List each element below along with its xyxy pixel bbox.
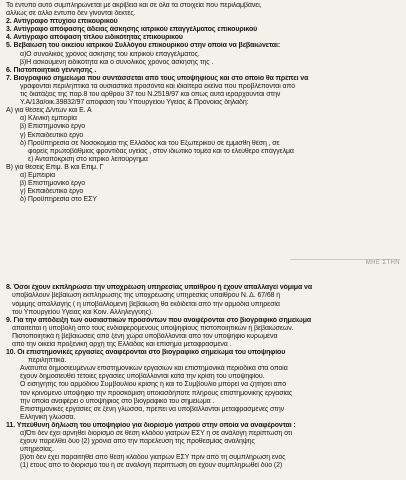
document-line: την οποία αναφέρει ο υποψήφιος στο βιογραφικό του σημείωμα . (20, 397, 215, 405)
document-line: 8. Όσοι έχουν εκπληρώσει την υποχρέωση υπηρεσίας υπαίθρου ή έχουν απαλλαγεί νόμιμα να (6, 284, 313, 292)
document-line: τον κρινόμενο υποψήφιο την προσκόμιση οποιασδήποτε πλήρους επιστημονικής εργασίας (20, 389, 293, 397)
document-line: τις διατάξεις της παρ.8 του άρθρου 37 του Ν.2519/97 και όπως αυτά ιεραρχούνται στην (20, 91, 281, 99)
document-line: Ελληνική γλώσσα. (20, 413, 76, 421)
document-line: α) Εμπειρία (20, 171, 56, 179)
document-line: περιληπτικά. (28, 357, 67, 365)
document-line: γ) Εκπαιδευτικό έργο (20, 188, 84, 196)
document-line: έχουν παρέλθει δύο (2) χρόνια από την παρέλευση της προθεσμίας ανάληψης (20, 438, 255, 446)
document-line: β)Η ασκούμενη ειδικότητα και ο συνολικός χρόνος άσκησης της . (20, 58, 214, 66)
document-line: Επιστημονικές εργασίες σε ξένη γλώσσα, πρέπει να υποβάλλονται μεταφρασμένες στην (20, 405, 285, 413)
document-line: 2. Αντίγραφο πτυχίου επικουρικού (6, 18, 118, 26)
document-line: δ) Προϋπηρεσία σε Νοσοκομεία της Ελλάδος και του Εξωτερικού σε έμμισθη θέση , σε (20, 139, 280, 147)
document-line: γράφονται περιληπτικά τα ουσιαστικά προσόντα και ιδιαίτερα εκείνα που προβλέπονται από (20, 82, 296, 90)
document-line: β) Επιστημονικό έργο (20, 180, 86, 188)
document-line: νόμιμης απαλλαγής ( η υποβαλλόμενη βεβαίωση θα εκδίδεται από την αρμόδια υπηρεσία (12, 300, 280, 308)
document-line: απαιτείται η υποβολή από τους ενδιαφερόμενους υποψηφίους πιστοποιητικών ή βεβαιώσεων. (12, 324, 294, 332)
document-line: γ) Εκπαιδευτικό έργο (20, 131, 84, 139)
document-line: 9. Για την απόδειξη των ουσιαστικών προσόντων που αναφέρονται στο βιογραφικό σημείωμα (6, 316, 312, 324)
document-line: 3. Αντίγραφο απόφασης άδειας άσκησης ιατρικού επαγγέλματος επικουρικού (6, 26, 258, 34)
document-line: ε) Ανταπόκριση στο ιατρικό λειτούργημα (28, 155, 148, 163)
document-line: α)Ότι δεν έχει αρνηθεί διορισμό σε θέση κλάδου γιατρών ΕΣΥ ή σε ανάλογη περίπτωση ότι (20, 430, 292, 438)
document-line: φορείς πρωτοβάθμιας φροντίδας υγείας , στον ιδιωτικό τομέα και το ελεύθερο επάγγελμα (28, 147, 294, 155)
document-line: δ) Προϋπηρεσία στο ΕΣΥ (20, 196, 97, 204)
document-line: υποβάλλουν βεβαίωση εκπλήρωσης της υποχρέωσης υπηρεσίας υπαίθρου Ν. Δ. 67/68 ή (12, 292, 281, 300)
bleed-through-text: ΜΗΕ ΣΤΗΝ (290, 259, 400, 274)
document-line: Α) για θέσεις Δ/ντών και Ε. Α (6, 107, 92, 115)
document-line: έχουν δημοσιευθεί τέτοιες εργασίες υποβάλλονται κατά την κρίση του υποψηφίου. (20, 373, 265, 381)
document-line: 7. Βιογραφικό σημείωμα που συντάσσεται από τους υποψηφίους και στο οποίο θα πρέπει να (6, 74, 309, 82)
document-line: Το έντυπο αυτό συμπληρώνεται με ακρίβεια και σε όλα τα στοιχεία που περιλαμβάνει, (6, 2, 262, 9)
document-line: α) Κλινική εμπειρία (20, 115, 77, 123)
document-line: (1) έτους από το διορισμό του ή σε ανάλογη περίπτωση ότι έχουν συμπληρωθεί δύο (2) (20, 462, 283, 470)
document-line: αλλιώς σε άλλο έντυπο δεν γίνονται δεκτές. (6, 10, 136, 18)
document-line: Β) για θέσεις Επιμ. Β και Επιμ. Γ (6, 163, 104, 171)
document-line: Ο εισηγητής του αρμόδιου Συμβουλίου κρίσης ή και το Συμβούλιο μπορεί να ζητήσει από (20, 381, 287, 389)
document-line: Υ.Α/13α/οικ.39832/97 απόφαση του Υπουργείου Υγείας & Πρόνοιας δηλαδή: (20, 99, 249, 107)
document-line: 4. Αντίγραφο απόφαση τίτλου ειδικότητας επικουρικού (6, 34, 183, 42)
document-line: Πιστοποιητικά ή βεβαιώσεις από ξένη χώρα υποβάλλονται από τον υποψήφιο κυρωμένα (12, 332, 278, 340)
document-line: υπηρεσίας. (20, 446, 54, 454)
document-line: Ανάτυπα δημοσιευμένων επιστημονικών εργασιών και επιστημονικά περιοδικά στα οποία (20, 365, 288, 373)
document-line: 5. Βεβαίωση του οικείου ιατρικού Συλλόγου επικουρικού στην οποία να βεβαιώνεται: (6, 42, 281, 50)
document-line: β) Επιστημονικό έργο (20, 123, 86, 131)
document-line: από την οικεία προξενική αρχή της Ελλάδας και επίσημα μεταφρασμένα . (12, 341, 232, 348)
document-line: β)ότι δεν έχει παραιτηθεί από θέση κλάδου γιατρών ΕΣΥ πριν από τη συμπλήρωση ενός (20, 454, 286, 462)
document-line: α)Ο συνολικός χρόνος άσκησης του ιατρικού επαγγέλματος. (20, 50, 200, 58)
document-body (6, 2, 400, 471)
document-line: του Υπουργείου Υγείας και Κοιν. Αλληλεγγύης). (12, 308, 153, 316)
document-line: 11. Υπεύθυνη δήλωση του υποψηφίου για διορισμό γιατρού στην οποία να αναφέρονται : (6, 421, 296, 429)
document-line: 10. Οι επιστημονικές εργασίες αναφέρονται στο βιογραφικό σημείωμα του υποψηφίου (6, 349, 286, 357)
document-line: 6. Πιστοποιητικό γέννησης . (6, 66, 97, 74)
